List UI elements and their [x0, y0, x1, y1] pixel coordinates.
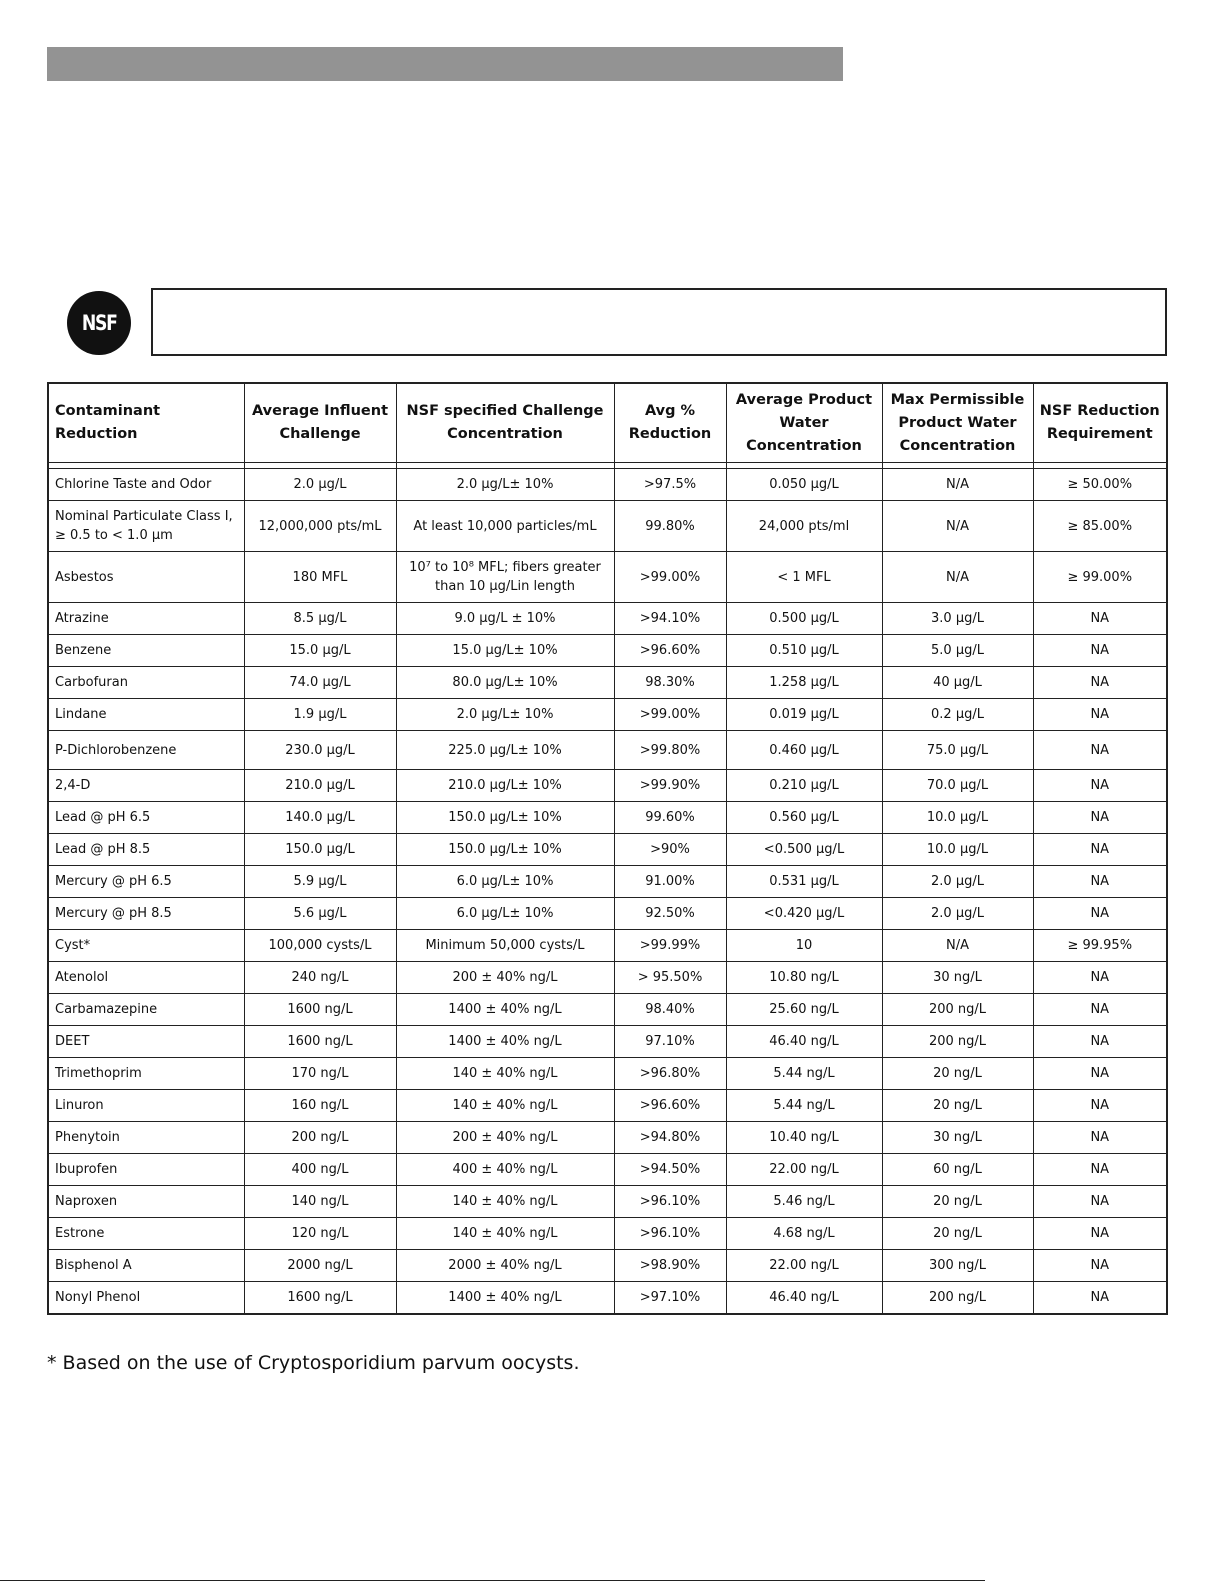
- cell-contaminant: Asbestos: [48, 552, 244, 603]
- cell-requirement: ≥ 85.00%: [1033, 501, 1167, 552]
- cell-product-water: 0.531 µg/L: [726, 866, 882, 898]
- certification-header-box: [151, 288, 1167, 356]
- col-header-challenge: NSF specified Challenge Concentration: [396, 383, 614, 463]
- cell-requirement: NA: [1033, 1058, 1167, 1090]
- table-row: [48, 1122, 1167, 1154]
- cell-max-permissible: N/A: [882, 930, 1033, 962]
- table-row: [48, 866, 1167, 898]
- cell-influent: 240 ng/L: [244, 962, 396, 994]
- cell-contaminant: Linuron: [48, 1090, 244, 1122]
- cell-challenge: 15.0 µg/L± 10%: [396, 635, 614, 667]
- cell-max-permissible: 40 µg/L: [882, 667, 1033, 699]
- table-row: [48, 834, 1167, 866]
- cell-contaminant: Atrazine: [48, 603, 244, 635]
- cell-contaminant: Mercury @ pH 6.5: [48, 866, 244, 898]
- cell-product-water: 5.44 ng/L: [726, 1058, 882, 1090]
- cell-influent: 15.0 µg/L: [244, 635, 396, 667]
- cell-max-permissible: 3.0 µg/L: [882, 603, 1033, 635]
- table-row: [48, 603, 1167, 635]
- cell-contaminant: Cyst*: [48, 930, 244, 962]
- cell-challenge: 140 ± 40% ng/L: [396, 1058, 614, 1090]
- cell-requirement: NA: [1033, 770, 1167, 802]
- cell-challenge: 1400 ± 40% ng/L: [396, 1282, 614, 1315]
- cell-influent: 140.0 µg/L: [244, 802, 396, 834]
- top-banner-bar: [47, 47, 843, 81]
- cell-contaminant: Mercury @ pH 8.5: [48, 898, 244, 930]
- cell-requirement: NA: [1033, 731, 1167, 770]
- cell-reduction: >96.60%: [614, 1090, 726, 1122]
- cell-requirement: NA: [1033, 1026, 1167, 1058]
- cell-influent: 1600 ng/L: [244, 994, 396, 1026]
- cell-max-permissible: 70.0 µg/L: [882, 770, 1033, 802]
- cell-requirement: NA: [1033, 898, 1167, 930]
- cell-product-water: 5.44 ng/L: [726, 1090, 882, 1122]
- cell-contaminant: 2,4-D: [48, 770, 244, 802]
- cell-max-permissible: N/A: [882, 469, 1033, 501]
- cell-challenge: 140 ± 40% ng/L: [396, 1218, 614, 1250]
- cell-contaminant: DEET: [48, 1026, 244, 1058]
- cell-product-water: 5.46 ng/L: [726, 1186, 882, 1218]
- cell-challenge: 150.0 µg/L± 10%: [396, 802, 614, 834]
- col-header-reduction: Avg % Reduction: [614, 383, 726, 463]
- table-row: [48, 802, 1167, 834]
- table-row: [48, 1282, 1167, 1315]
- cell-reduction: >99.99%: [614, 930, 726, 962]
- cell-product-water: 24,000 pts/ml: [726, 501, 882, 552]
- cell-challenge: 1400 ± 40% ng/L: [396, 1026, 614, 1058]
- table-row: [48, 731, 1167, 770]
- cell-challenge: 10⁷ to 10⁸ MFL; fibers greater than 10 µg/Lin length: [396, 552, 614, 603]
- cell-influent: 8.5 µg/L: [244, 603, 396, 635]
- cell-requirement: NA: [1033, 667, 1167, 699]
- cell-influent: 5.6 µg/L: [244, 898, 396, 930]
- cell-requirement: NA: [1033, 866, 1167, 898]
- cell-challenge: 6.0 µg/L± 10%: [396, 898, 614, 930]
- table-row: [48, 1090, 1167, 1122]
- col-header-influent: Average Influent Challenge: [244, 383, 396, 463]
- cell-reduction: >94.80%: [614, 1122, 726, 1154]
- cell-max-permissible: N/A: [882, 552, 1033, 603]
- cell-max-permissible: 20 ng/L: [882, 1090, 1033, 1122]
- cell-reduction: >98.90%: [614, 1250, 726, 1282]
- cell-influent: 2000 ng/L: [244, 1250, 396, 1282]
- cell-product-water: 0.050 µg/L: [726, 469, 882, 501]
- cell-max-permissible: 75.0 µg/L: [882, 731, 1033, 770]
- cell-contaminant: Lindane: [48, 699, 244, 731]
- cell-requirement: NA: [1033, 1218, 1167, 1250]
- cell-reduction: >96.10%: [614, 1186, 726, 1218]
- table-row: [48, 770, 1167, 802]
- table-row: [48, 930, 1167, 962]
- cell-contaminant: Trimethoprim: [48, 1058, 244, 1090]
- col-header-product-water: Average Product Water Concentration: [726, 383, 882, 463]
- cell-max-permissible: 0.2 µg/L: [882, 699, 1033, 731]
- cell-influent: 140 ng/L: [244, 1186, 396, 1218]
- cell-product-water: 10: [726, 930, 882, 962]
- cell-contaminant: Nonyl Phenol: [48, 1282, 244, 1315]
- cell-reduction: 92.50%: [614, 898, 726, 930]
- cell-challenge: 80.0 µg/L± 10%: [396, 667, 614, 699]
- cell-max-permissible: 20 ng/L: [882, 1186, 1033, 1218]
- footnote: * Based on the use of Cryptosporidium parvum oocysts.: [47, 1352, 580, 1374]
- cell-max-permissible: N/A: [882, 501, 1033, 552]
- cell-product-water: 10.40 ng/L: [726, 1122, 882, 1154]
- col-header-requirement: NSF Reduction Requirement: [1033, 383, 1167, 463]
- cell-reduction: >96.80%: [614, 1058, 726, 1090]
- cell-reduction: 91.00%: [614, 866, 726, 898]
- cell-contaminant: Naproxen: [48, 1186, 244, 1218]
- cell-product-water: <0.420 µg/L: [726, 898, 882, 930]
- cell-max-permissible: 10.0 µg/L: [882, 834, 1033, 866]
- cell-product-water: 0.460 µg/L: [726, 731, 882, 770]
- cell-reduction: >94.50%: [614, 1154, 726, 1186]
- cell-reduction: >97.5%: [614, 469, 726, 501]
- cell-influent: 2.0 µg/L: [244, 469, 396, 501]
- cell-product-water: 0.019 µg/L: [726, 699, 882, 731]
- cell-max-permissible: 10.0 µg/L: [882, 802, 1033, 834]
- cell-influent: 160 ng/L: [244, 1090, 396, 1122]
- cell-reduction: >94.10%: [614, 603, 726, 635]
- cell-max-permissible: 20 ng/L: [882, 1218, 1033, 1250]
- cell-influent: 200 ng/L: [244, 1122, 396, 1154]
- cell-reduction: >96.60%: [614, 635, 726, 667]
- cell-contaminant: Atenolol: [48, 962, 244, 994]
- cell-requirement: ≥ 50.00%: [1033, 469, 1167, 501]
- table-row: [48, 469, 1167, 501]
- cell-product-water: 4.68 ng/L: [726, 1218, 882, 1250]
- table-row: [48, 699, 1167, 731]
- cell-product-water: 1.258 µg/L: [726, 667, 882, 699]
- cell-reduction: > 95.50%: [614, 962, 726, 994]
- cell-challenge: 200 ± 40% ng/L: [396, 962, 614, 994]
- cell-challenge: At least 10,000 particles/mL: [396, 501, 614, 552]
- cell-reduction: >90%: [614, 834, 726, 866]
- cell-max-permissible: 20 ng/L: [882, 1058, 1033, 1090]
- cell-product-water: < 1 MFL: [726, 552, 882, 603]
- performance-data-table: [47, 382, 1168, 1315]
- col-header-max-permissible: Max Permissible Product Water Concentration: [882, 383, 1033, 463]
- cell-influent: 1600 ng/L: [244, 1282, 396, 1315]
- cell-challenge: 400 ± 40% ng/L: [396, 1154, 614, 1186]
- cell-requirement: NA: [1033, 1154, 1167, 1186]
- cell-requirement: NA: [1033, 603, 1167, 635]
- cell-challenge: 225.0 µg/L± 10%: [396, 731, 614, 770]
- table-row: [48, 898, 1167, 930]
- nsf-logo: [67, 291, 131, 355]
- cell-challenge: 140 ± 40% ng/L: [396, 1090, 614, 1122]
- cell-product-water: 0.210 µg/L: [726, 770, 882, 802]
- cell-max-permissible: 60 ng/L: [882, 1154, 1033, 1186]
- cell-contaminant: Ibuprofen: [48, 1154, 244, 1186]
- cell-challenge: 2.0 µg/L± 10%: [396, 699, 614, 731]
- table-row: [48, 1250, 1167, 1282]
- cell-contaminant: Chlorine Taste and Odor: [48, 469, 244, 501]
- table-row: [48, 667, 1167, 699]
- cell-max-permissible: 300 ng/L: [882, 1250, 1033, 1282]
- cell-contaminant: Lead @ pH 6.5: [48, 802, 244, 834]
- performance-data-table-container: [47, 382, 1166, 1315]
- cell-influent: 150.0 µg/L: [244, 834, 396, 866]
- cell-challenge: 200 ± 40% ng/L: [396, 1122, 614, 1154]
- cell-contaminant: Bisphenol A: [48, 1250, 244, 1282]
- cell-requirement: NA: [1033, 1250, 1167, 1282]
- cell-influent: 74.0 µg/L: [244, 667, 396, 699]
- cell-contaminant: Lead @ pH 8.5: [48, 834, 244, 866]
- cell-max-permissible: 2.0 µg/L: [882, 866, 1033, 898]
- table-row: [48, 962, 1167, 994]
- cell-requirement: NA: [1033, 834, 1167, 866]
- cell-product-water: 22.00 ng/L: [726, 1250, 882, 1282]
- cell-influent: 5.9 µg/L: [244, 866, 396, 898]
- cell-product-water: 22.00 ng/L: [726, 1154, 882, 1186]
- cell-contaminant: Phenytoin: [48, 1122, 244, 1154]
- cell-challenge: 2000 ± 40% ng/L: [396, 1250, 614, 1282]
- cell-reduction: >97.10%: [614, 1282, 726, 1315]
- table-row: [48, 501, 1167, 552]
- cell-product-water: 0.560 µg/L: [726, 802, 882, 834]
- cell-influent: 1.9 µg/L: [244, 699, 396, 731]
- cell-reduction: 99.60%: [614, 802, 726, 834]
- cell-influent: 12,000,000 pts/mL: [244, 501, 396, 552]
- cell-requirement: NA: [1033, 1186, 1167, 1218]
- cell-influent: 180 MFL: [244, 552, 396, 603]
- cell-reduction: 99.80%: [614, 501, 726, 552]
- cell-requirement: NA: [1033, 635, 1167, 667]
- cell-product-water: <0.500 µg/L: [726, 834, 882, 866]
- cell-challenge: Minimum 50,000 cysts/L: [396, 930, 614, 962]
- cell-challenge: 150.0 µg/L± 10%: [396, 834, 614, 866]
- cell-product-water: 46.40 ng/L: [726, 1026, 882, 1058]
- cell-requirement: ≥ 99.00%: [1033, 552, 1167, 603]
- cell-max-permissible: 2.0 µg/L: [882, 898, 1033, 930]
- cell-max-permissible: 30 ng/L: [882, 1122, 1033, 1154]
- cell-max-permissible: 200 ng/L: [882, 1282, 1033, 1315]
- cell-requirement: NA: [1033, 802, 1167, 834]
- cell-reduction: 98.30%: [614, 667, 726, 699]
- cell-reduction: >99.00%: [614, 552, 726, 603]
- cell-challenge: 2.0 µg/L± 10%: [396, 469, 614, 501]
- cell-challenge: 210.0 µg/L± 10%: [396, 770, 614, 802]
- cell-reduction: >99.80%: [614, 731, 726, 770]
- cell-product-water: 10.80 ng/L: [726, 962, 882, 994]
- col-header-contaminant: Contaminant Reduction: [48, 383, 244, 463]
- cell-contaminant: P-Dichlorobenzene: [48, 731, 244, 770]
- cell-requirement: NA: [1033, 699, 1167, 731]
- cell-product-water: 0.500 µg/L: [726, 603, 882, 635]
- table-row: [48, 994, 1167, 1026]
- cell-influent: 400 ng/L: [244, 1154, 396, 1186]
- cell-requirement: NA: [1033, 962, 1167, 994]
- table-row: [48, 552, 1167, 603]
- table-row: [48, 635, 1167, 667]
- cell-contaminant: Carbofuran: [48, 667, 244, 699]
- cell-max-permissible: 200 ng/L: [882, 1026, 1033, 1058]
- cell-product-water: 46.40 ng/L: [726, 1282, 882, 1315]
- cell-challenge: 6.0 µg/L± 10%: [396, 866, 614, 898]
- bottom-rule: [0, 1580, 985, 1581]
- cell-requirement: NA: [1033, 1090, 1167, 1122]
- cell-contaminant: Nominal Particulate Class I, ≥ 0.5 to < 1.0 µm: [48, 501, 244, 552]
- cell-requirement: NA: [1033, 994, 1167, 1026]
- cell-requirement: NA: [1033, 1282, 1167, 1315]
- cell-reduction: >99.90%: [614, 770, 726, 802]
- nsf-logo-text: NSF: [81, 311, 117, 335]
- table-row: [48, 1058, 1167, 1090]
- cell-influent: 1600 ng/L: [244, 1026, 396, 1058]
- cell-contaminant: Estrone: [48, 1218, 244, 1250]
- cell-requirement: ≥ 99.95%: [1033, 930, 1167, 962]
- cell-max-permissible: 200 ng/L: [882, 994, 1033, 1026]
- cell-reduction: 97.10%: [614, 1026, 726, 1058]
- cell-challenge: 1400 ± 40% ng/L: [396, 994, 614, 1026]
- table-header-row: [48, 383, 1167, 463]
- cell-max-permissible: 5.0 µg/L: [882, 635, 1033, 667]
- table-row: [48, 1218, 1167, 1250]
- cell-reduction: 98.40%: [614, 994, 726, 1026]
- cell-requirement: NA: [1033, 1122, 1167, 1154]
- cell-max-permissible: 30 ng/L: [882, 962, 1033, 994]
- cell-contaminant: Benzene: [48, 635, 244, 667]
- cell-contaminant: Carbamazepine: [48, 994, 244, 1026]
- cell-influent: 100,000 cysts/L: [244, 930, 396, 962]
- cell-influent: 210.0 µg/L: [244, 770, 396, 802]
- cell-influent: 230.0 µg/L: [244, 731, 396, 770]
- cell-challenge: 140 ± 40% ng/L: [396, 1186, 614, 1218]
- table-row: [48, 1154, 1167, 1186]
- cell-reduction: >99.00%: [614, 699, 726, 731]
- cell-product-water: 0.510 µg/L: [726, 635, 882, 667]
- table-row: [48, 1026, 1167, 1058]
- table-body: [48, 463, 1167, 1315]
- cell-reduction: >96.10%: [614, 1218, 726, 1250]
- cell-influent: 170 ng/L: [244, 1058, 396, 1090]
- table-row: [48, 1186, 1167, 1218]
- cell-influent: 120 ng/L: [244, 1218, 396, 1250]
- cell-product-water: 25.60 ng/L: [726, 994, 882, 1026]
- cell-challenge: 9.0 µg/L ± 10%: [396, 603, 614, 635]
